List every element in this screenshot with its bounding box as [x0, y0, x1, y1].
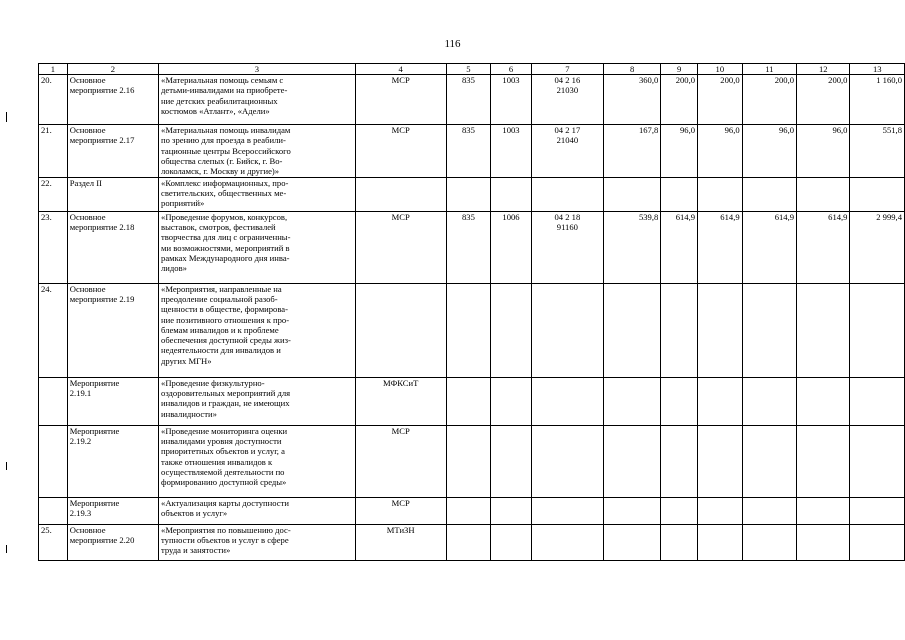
- code-cell: [491, 497, 532, 524]
- column-header: 10: [698, 64, 743, 75]
- value-cell: 200,0: [698, 75, 743, 125]
- item-name-cell: Основное мероприятие 2.19: [67, 283, 158, 377]
- value-cell: [742, 524, 796, 560]
- margin-mark: [6, 112, 7, 122]
- row-number-cell: [39, 497, 68, 524]
- description-cell: «Проведение форумов, конкурсов, выставок, смотров, фестивалей творчества для лиц с ограниченны- ми возможностями, мероприятий в рамках Международного дня инва- лидов»: [159, 211, 356, 283]
- value-cell: [661, 283, 698, 377]
- organization-cell: МТиЗН: [355, 524, 446, 560]
- value-cell: 614,9: [661, 211, 698, 283]
- organization-cell: МСР: [355, 75, 446, 125]
- code-cell: 1006: [491, 211, 532, 283]
- code-cell: [491, 177, 532, 211]
- code-cell: [446, 425, 490, 497]
- value-cell: [797, 177, 850, 211]
- value-cell: 96,0: [742, 125, 796, 178]
- column-header: 6: [491, 64, 532, 75]
- value-cell: [797, 497, 850, 524]
- row-number-cell: 20.: [39, 75, 68, 125]
- row-number-cell: 24.: [39, 283, 68, 377]
- value-cell: [742, 497, 796, 524]
- code-cell: 835: [446, 75, 490, 125]
- description-cell: «Мероприятия по повышению дос- тупности объектов и услуг в сфере труда и занятости»: [159, 524, 356, 560]
- value-cell: [661, 524, 698, 560]
- description-cell: «Актуализация карты доступности объектов и услуг»: [159, 497, 356, 524]
- table-row: [39, 524, 905, 560]
- code-cell: [491, 377, 532, 425]
- column-header: 12: [797, 64, 850, 75]
- code-cell: [491, 524, 532, 560]
- value-cell: [603, 177, 660, 211]
- value-cell: 360,0: [603, 75, 660, 125]
- code-cell: [491, 425, 532, 497]
- row-number-cell: 23.: [39, 211, 68, 283]
- value-cell: [850, 425, 905, 497]
- item-name-cell: Мероприятие 2.19.3: [67, 497, 158, 524]
- row-number-cell: [39, 425, 68, 497]
- code-cell: [531, 283, 603, 377]
- value-cell: [698, 283, 743, 377]
- value-cell: [742, 425, 796, 497]
- value-cell: [698, 177, 743, 211]
- code-cell: [531, 497, 603, 524]
- value-cell: [698, 497, 743, 524]
- description-cell: «Комплекс информационных, про- светительских, общественных ме- роприятий»: [159, 177, 356, 211]
- column-header: 13: [850, 64, 905, 75]
- column-header: 1: [39, 64, 68, 75]
- value-cell: [698, 524, 743, 560]
- description-cell: «Материальная помощь семьям с детьми-инвалидами на приобрете- ние детских реабилитационных костюмов «Атлант», «Адели»: [159, 75, 356, 125]
- code-cell: 1003: [491, 125, 532, 178]
- value-cell: 2 999,4: [850, 211, 905, 283]
- value-cell: [698, 377, 743, 425]
- organization-cell: [355, 177, 446, 211]
- code-cell: [531, 377, 603, 425]
- code-cell: 835: [446, 211, 490, 283]
- row-number-cell: 25.: [39, 524, 68, 560]
- code-cell: 1003: [491, 75, 532, 125]
- table-header-row: [39, 64, 905, 75]
- value-cell: 200,0: [661, 75, 698, 125]
- item-name-cell: Основное мероприятие 2.16: [67, 75, 158, 125]
- value-cell: [603, 377, 660, 425]
- item-name-cell: Основное мероприятие 2.20: [67, 524, 158, 560]
- item-name-cell: Основное мероприятие 2.18: [67, 211, 158, 283]
- code-cell: 04 2 17 21040: [531, 125, 603, 178]
- value-cell: [742, 283, 796, 377]
- code-cell: [446, 283, 490, 377]
- table-row: [39, 177, 905, 211]
- column-header: 11: [742, 64, 796, 75]
- table-row: [39, 211, 905, 283]
- code-cell: [491, 283, 532, 377]
- column-header: 7: [531, 64, 603, 75]
- value-cell: 1 160,0: [850, 75, 905, 125]
- page-number: 116: [444, 38, 461, 50]
- value-cell: 200,0: [742, 75, 796, 125]
- organization-cell: [355, 283, 446, 377]
- column-header: 2: [67, 64, 158, 75]
- value-cell: [850, 524, 905, 560]
- value-cell: 614,9: [742, 211, 796, 283]
- row-number-cell: 22.: [39, 177, 68, 211]
- value-cell: [850, 497, 905, 524]
- row-number-cell: [39, 377, 68, 425]
- value-cell: 200,0: [797, 75, 850, 125]
- organization-cell: МФКСиТ: [355, 377, 446, 425]
- value-cell: [797, 524, 850, 560]
- value-cell: [850, 377, 905, 425]
- margin-mark: [6, 545, 7, 553]
- table-row: [39, 283, 905, 377]
- organization-cell: МСР: [355, 497, 446, 524]
- description-cell: «Мероприятия, направленные на преодоление социальной разоб- щенности в обществе, формирова- ние позитивного отношения к про- блемам инвалидов и к проблеме обеспечения доступной среды жиз- недеятельности для инвалидов и других МГН»: [159, 283, 356, 377]
- value-cell: [850, 177, 905, 211]
- description-cell: «Проведение физкультурно- оздоровительных мероприятий для инвалидов и граждан, не имеющих инвалидности»: [159, 377, 356, 425]
- code-cell: [446, 177, 490, 211]
- value-cell: [797, 425, 850, 497]
- value-cell: [603, 497, 660, 524]
- value-cell: 614,9: [797, 211, 850, 283]
- table-row: [39, 425, 905, 497]
- row-number-cell: 21.: [39, 125, 68, 178]
- value-cell: [742, 377, 796, 425]
- value-cell: [603, 425, 660, 497]
- value-cell: [797, 377, 850, 425]
- value-cell: 539,8: [603, 211, 660, 283]
- column-header: 8: [603, 64, 660, 75]
- item-name-cell: Раздел II: [67, 177, 158, 211]
- code-cell: 835: [446, 125, 490, 178]
- column-header: 3: [159, 64, 356, 75]
- table-row: [39, 75, 905, 125]
- code-cell: [531, 524, 603, 560]
- code-cell: [446, 497, 490, 524]
- budget-table: [38, 63, 905, 561]
- description-cell: «Материальная помощь инвалидам по зрению для проезда в реабили- тационные центры Всероссийского общества слепых (г. Бийск, г. Во- локоламск, г. Москву и другие)»: [159, 125, 356, 178]
- description-cell: «Проведение мониторинга оценки инвалидами уровня доступности приоритетных объектов и услуг, а также отношения инвалидов к осуществляемой деятельности по формированию доступной среды»: [159, 425, 356, 497]
- item-name-cell: Мероприятие 2.19.1: [67, 377, 158, 425]
- column-header: 4: [355, 64, 446, 75]
- organization-cell: МСР: [355, 425, 446, 497]
- table-row: [39, 377, 905, 425]
- item-name-cell: Мероприятие 2.19.2: [67, 425, 158, 497]
- value-cell: [698, 425, 743, 497]
- table-row: [39, 125, 905, 178]
- item-name-cell: Основное мероприятие 2.17: [67, 125, 158, 178]
- code-cell: [446, 377, 490, 425]
- value-cell: [603, 283, 660, 377]
- code-cell: [531, 425, 603, 497]
- value-cell: 96,0: [698, 125, 743, 178]
- value-cell: [797, 283, 850, 377]
- column-header: 5: [446, 64, 490, 75]
- code-cell: [531, 177, 603, 211]
- value-cell: [661, 497, 698, 524]
- code-cell: 04 2 18 91160: [531, 211, 603, 283]
- value-cell: 96,0: [661, 125, 698, 178]
- value-cell: [661, 377, 698, 425]
- value-cell: [850, 283, 905, 377]
- margin-mark: [6, 462, 7, 470]
- table-row: [39, 497, 905, 524]
- value-cell: [661, 425, 698, 497]
- organization-cell: МСР: [355, 211, 446, 283]
- organization-cell: МСР: [355, 125, 446, 178]
- value-cell: [661, 177, 698, 211]
- value-cell: [742, 177, 796, 211]
- value-cell: 167,8: [603, 125, 660, 178]
- value-cell: 614,9: [698, 211, 743, 283]
- value-cell: 551,8: [850, 125, 905, 178]
- value-cell: 96,0: [797, 125, 850, 178]
- value-cell: [603, 524, 660, 560]
- code-cell: 04 2 16 21030: [531, 75, 603, 125]
- code-cell: [446, 524, 490, 560]
- column-header: 9: [661, 64, 698, 75]
